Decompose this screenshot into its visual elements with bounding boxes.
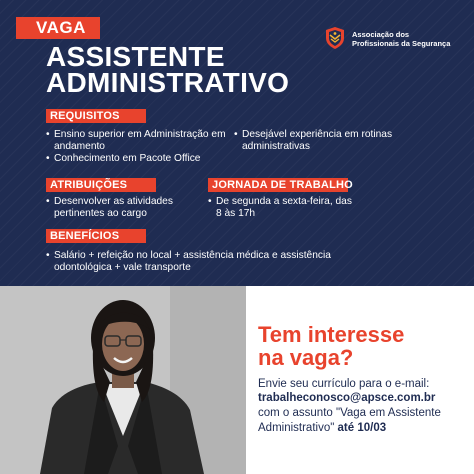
cta-title-line-2: na vaga? [258,345,354,370]
logo-text-line-1: Associação dos [352,30,410,39]
job-title-line-2: ADMINISTRATIVO [46,67,290,98]
cta-subject-line: com o assunto "Vaga em Assistente [258,407,441,419]
cta-subject-text: Administrativo" [258,422,335,434]
bullet-icon: • [46,153,50,164]
beneficios-heading: BENEFÍCIOS [46,229,146,243]
jornada-heading: JORNADA DE TRABALHO [208,178,348,192]
vaga-badge: VAGA [16,17,100,39]
requisito-item: • Conhecimento em Pacote Office [46,153,201,164]
shield-emblem-icon [324,26,346,50]
cta-subject-line-end [258,422,386,435]
beneficio-item: • Salário + refeição no local + assistência médica e assistência odontológica + vale transporte [46,250,331,273]
bullet-icon: • [208,196,212,207]
jornada-item: • De segunda a sexta-feira, das 8 às 17h [208,196,352,219]
deadline-text: até 10/03 [337,422,387,434]
bullet-icon: • [46,196,50,207]
candidate-photo [0,286,246,474]
requisitos-heading: REQUISITOS [46,109,146,123]
job-title-line-1: ASSISTENTE [46,41,225,72]
bullet-icon: • [234,129,238,140]
atribuicoes-heading: ATRIBUIÇÕES [46,178,156,192]
cta-title-line-1: Tem interesse [258,322,405,347]
cta-instructions: Envie seu currículo para o e-mail: [258,378,430,390]
woman-portrait-illustration [0,286,246,474]
atribuicao-item: • Desenvolver as atividades pertinentes ao cargo [46,196,173,219]
association-logo [324,26,454,52]
logo-text-line-2: Profissionais da Segurança [352,39,451,48]
requisito-item: • Ensino superior em Administração em andamento [46,129,226,152]
bullet-icon: • [46,250,50,261]
contact-email-link[interactable]: trabalheconosco@apsce.com.br [258,392,436,404]
bullet-icon: • [46,129,50,140]
requisito-item: • Desejável experiência em rotinas administrativas [234,129,393,152]
